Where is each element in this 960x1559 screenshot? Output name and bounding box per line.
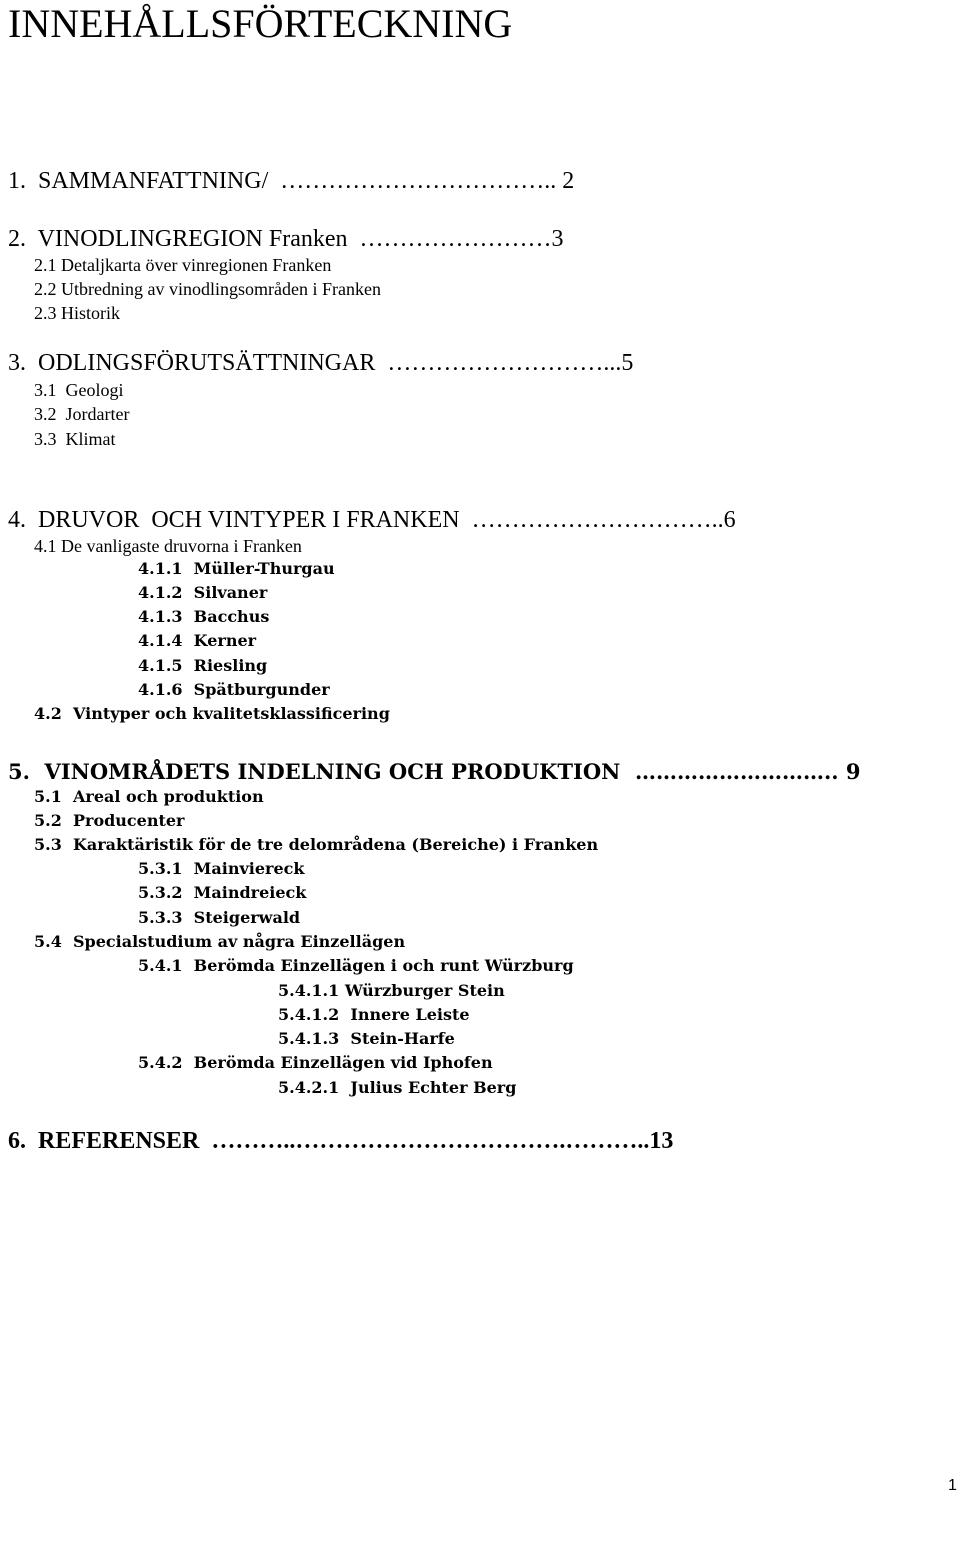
- toc-item-5-4-1-1: 5.4.1.1 Würzburger Stein: [278, 981, 505, 1000]
- toc-subsection-2-2: 2.2 Utbredning av vinodlingsområden i Franken: [34, 279, 381, 299]
- toc-item-4-1-5: 4.1.5 Riesling: [138, 656, 268, 675]
- toc-subsection-3-2: 3.2 Jordarter: [34, 404, 130, 424]
- toc-section-5: 5. VINOMRÅDETS INDELNING OCH PRODUKTION ……………………….. 9: [8, 759, 861, 784]
- toc-item-5-3-1: 5.3.1 Mainviereck: [138, 859, 305, 878]
- toc-item-5-4-2: 5.4.2 Berömda Einzellägen vid Iphofen: [138, 1053, 493, 1072]
- toc-subsection-5-2: 5.2 Producenter: [34, 811, 185, 830]
- toc-item-5-4-1-2: 5.4.1.2 Innere Leiste: [278, 1005, 470, 1024]
- page-title: INNEHÅLLSFÖRTECKNING: [8, 1, 513, 46]
- page-number: 1: [948, 1477, 957, 1494]
- toc-section-3: 3. ODLINGSFÖRUTSÄTTNINGAR ………………………...5: [8, 350, 634, 376]
- toc-section-4: 4. DRUVOR OCH VINTYPER I FRANKEN …………………………..6: [8, 507, 736, 533]
- toc-section-2: 2. VINODLINGREGION Franken ……………………3: [8, 226, 564, 252]
- toc-subsection-2-1: 2.1 Detaljkarta över vinregionen Franken: [34, 255, 332, 275]
- toc-section-6: 6. REFERENSER ………..…………………………….………..13: [8, 1128, 674, 1154]
- toc-subsection-2-3: 2.3 Historik: [34, 303, 121, 323]
- toc-subsection-3-3: 3.3 Klimat: [34, 429, 116, 449]
- toc-item-4-1-6: 4.1.6 Spätburgunder: [138, 680, 330, 699]
- toc-item-4-1-1: 4.1.1 Müller-Thurgau: [138, 559, 335, 578]
- toc-item-5-4-2-1: 5.4.2.1 Julius Echter Berg: [278, 1078, 517, 1097]
- toc-subsection-4-2: 4.2 Vintyper och kvalitetsklassificering: [34, 704, 390, 723]
- toc-item-4-1-2: 4.1.2 Silvaner: [138, 583, 268, 602]
- toc-item-4-1-3: 4.1.3 Bacchus: [138, 607, 270, 626]
- toc-subsection-3-1: 3.1 Geologi: [34, 380, 124, 400]
- toc-subsection-5-1: 5.1 Areal och produktion: [34, 787, 264, 806]
- toc-subsection-4-1: 4.1 De vanligaste druvorna i Franken: [34, 536, 302, 556]
- toc-item-5-3-2: 5.3.2 Maindreieck: [138, 883, 307, 902]
- toc-subsection-5-4: 5.4 Specialstudium av några Einzellägen: [34, 932, 406, 951]
- toc-item-5-3-3: 5.3.3 Steigerwald: [138, 908, 301, 927]
- toc-item-5-4-1: 5.4.1 Berömda Einzellägen i och runt Würzburg: [138, 956, 574, 975]
- toc-item-4-1-4: 4.1.4 Kerner: [138, 631, 257, 650]
- toc-item-5-4-1-3: 5.4.1.3 Stein-Harfe: [278, 1029, 455, 1048]
- toc-section-1: 1. SAMMANFATTNING/ …………………………….. 2: [8, 168, 575, 194]
- toc-subsection-5-3: 5.3 Karaktäristik för de tre delområdena (Bereiche) i Franken: [34, 835, 599, 854]
